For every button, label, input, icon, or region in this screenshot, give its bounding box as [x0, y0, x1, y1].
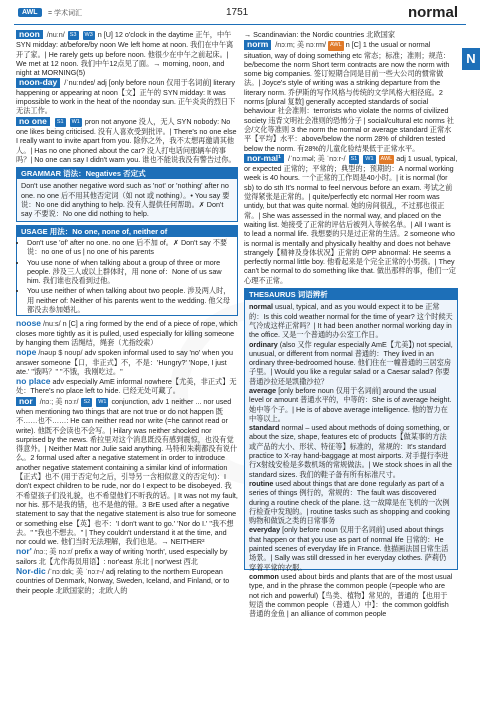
entry-noose [16, 319, 238, 347]
usage-item: • You use none of when talking about a group of three or more people. 涉及三人或以上群体时，用 none of：None of us saw him. 我们谁也没看到过他。 [27, 258, 237, 286]
pronunciation: /nɔː; 美 nɔːr/ [39, 396, 79, 406]
page-header [0, 4, 480, 26]
left-column [16, 30, 238, 596]
frequency-tag: W1 [363, 155, 375, 164]
entry-body: conjunction, adv 1 neither ... nor used when mentioning two things that are not true or do not happen 既不……也不……: He can neither read nor write (=he cannot read or write). 他既不会读也不会写。| Hilary was neither shocked nor surprised by the news. 希拉里对这个消息既没有感到震惊，也没有觉得意外。| Neither Matt nor Julie said anything. 马特和朱莉都没有说什么。2 formal used after a negative statement in order to introduce another negative statement containing a similar kind of information【正式】也不 (用于否定句之后，引导另一含相似意义的否定句)：I don't expect children to be rude, nor do I expect to be disobeyed. 我不希望孩子们没礼貌，也不希望他们不听我的话。| It was not my fault, nor his. 那不是我的错，也不是他的错。3 BrE used after a negative statement to say that the negative statement is also true for someone or something else【英】也不：'I don't want to go.' 'Nor do I.' "我不想去。" "我也不想去。" | They couldn't understand it at the time, and nor could we. 他们当时无法理解，我们也是。→ NEITHER² [16, 396, 238, 547]
thesaurus-word: everyday [249, 525, 281, 535]
thesaurus-word: normal [249, 302, 273, 312]
headword: nor' [16, 546, 32, 557]
thesaurus-entry [249, 340, 453, 386]
frequency-tag: S1 [349, 155, 360, 164]
pronunciation: /ˈnɔːdɪk; 美 ˈnɔːr-/ [47, 567, 104, 577]
usage-box [16, 225, 238, 317]
thesaurus-word: ordinary [249, 339, 278, 349]
usage-list [17, 238, 237, 314]
frequency-tag: W1 [70, 118, 82, 127]
grammar-box [16, 167, 238, 221]
thesaurus-text: normal – used about methods of doing something, or about the size, shape, features etc of products【做某事的方法或产品的大小、形状、特征等】标准的，常规的：It's standard practice to X-ray hand-baggage at most airports. 对手提行李进行X射线安检是多数机场的常规做法。| We stock shoes in all the standard sizes. 我们的鞋子备有所有标准尺寸。 [249, 423, 453, 479]
entry-norm [244, 40, 458, 153]
thesaurus-word: common [249, 571, 279, 581]
thesaurus-entry [249, 386, 453, 423]
headword: noon [16, 30, 43, 39]
awl-badge: AWL [18, 8, 42, 17]
entry-normal [244, 154, 458, 285]
thesaurus-entry [249, 302, 453, 339]
entry-no-one [16, 117, 238, 164]
pronunciation: /nəʊp $ noʊp/ [38, 348, 83, 358]
pronunciation: /nuːs/ [43, 319, 61, 329]
entry-nor [16, 397, 238, 547]
thesaurus-text: usual, typical, and as you would expect it to be 正常的：Is this cold weather normal for the time of year? 这个时候天气冷成这样正常吗？| It had been another normal working day in the office. 又是一个普通的办公室工作日。 [249, 302, 453, 340]
thesaurus-text: used about things that are done regularly as part of a series of things 例行的，常规的：The fault was discovered during a routine check of the plane. 这一故障是在飞机的一次例行检查中发现的。| routine tasks such as shopping and cooking 购物和做饭之类的日常事务 [249, 478, 450, 526]
thesaurus-text: [only before noun 仅用于名词前] used about things that happen or that you use as part of normal life 日常的：He painted scenes of everyday life in France. 他描画法国日常生活场景。| Sally was still dressed in her everyday clothes. 萨莉仍穿着平常的衣服。 [249, 525, 449, 572]
headword: no one [16, 117, 50, 126]
usage-box-title: USAGE 用法：No one, none of, neither of [17, 226, 237, 237]
header-rule [14, 24, 466, 25]
thesaurus-entry [249, 572, 453, 618]
thesaurus-entry [249, 525, 453, 571]
entry-nor-prefix [16, 547, 238, 566]
headword: norm [244, 40, 271, 49]
thesaurus-body [245, 300, 457, 620]
entry-body: adv spoken informal used to say 'no' when you answer someone【口，非正式】不，不是：'Hungry?' 'Nope, I just ate.' "饿吗？" "不饿，我刚吃过。" [16, 348, 234, 376]
guide-word: normal [407, 4, 458, 21]
entry-body: prefix a way of writing 'north', used especially by sailors 北【尤作海员用语】: nor'east 东北 | nor'west 西北 [16, 547, 228, 566]
frequency-tag: S2 [81, 398, 92, 407]
awl-label: = 学术词汇 [48, 10, 83, 17]
headword: Nor-dic [16, 566, 46, 577]
awl-tag: AWL [379, 155, 395, 164]
entry-no-place [16, 377, 238, 396]
pronunciation: /ˈnɔːməl; 美 ˈnɔːr-/ [288, 153, 346, 163]
pronunciation: /nɔː; 美 nɔːr/ [33, 547, 73, 557]
entry-nordic [16, 567, 238, 595]
letter-tab: N [462, 48, 480, 70]
thesaurus-title: THESAURUS 词语辨析 [245, 289, 457, 300]
entry-body: adv especially AmE informal nowhere【尤美，非正式】无处：There's no place left to hide. 已经无处可藏了。 [16, 377, 237, 396]
cross-reference: → Scandinavian: the Nordic countries 北欧国家 [244, 30, 396, 39]
frequency-tag: W1 [96, 398, 108, 407]
entry-body: adj 1 usual, typical, or expected 正常的；平常的；典型的；预期的：A normal working week is 40 hours. 一个正常的工作周是40小时。| it is normal (for sb) to do sth It's normal to feel nervous before an exam. 考试之前觉得紧张是正常的。| quite/perfectly etc normal Her room was untidy, but that was quite normal. 她的房间很乱，不过那也很正常。| She was assessed in the normal way, and placed on the waiting list. 她接受了正常的评估后被列入等候名单。| All I want is to lead a normal life. 我想要的只是过正常的生活。2 someone who is normal is mentally and physically healthy and does not behave strangely【精神及身体状况】正常的 OPP abnormal: He seems a perfectly normal little boy. 他看起来是个完全正常的小男孩。| They can't be normal to do something like that. 做出那样的事，他们一定心理不正常。 [244, 153, 458, 285]
thesaurus-text: (also 又作 regular especially AmE【尤美】) not special, unusual, or different from normal 普通的：They lived in an ordinary three-bedroomed house. 他们住在一幢普通的三居室房子里。| Would you like a regular salad or a Caesar salad? 你要普通沙拉还是凯撒沙拉？ [249, 339, 453, 386]
entry-noonday [16, 78, 238, 115]
right-column [244, 30, 458, 619]
awl-tag: AWL [328, 41, 344, 50]
headword: nope [16, 347, 37, 358]
entry-body: pron not anyone 没人，无人 SYN nobody: No one likes being criticised. 没有人喜欢受到批评。| There's no one else I really want to invite apart from you. 除你之外，我不太想再邀请其他人。| Has no one phoned about the car? 没人打电话问那辆车的事吗？| No one can say I didn't warn you. 谁也不能说我没有警告过你。 [16, 116, 237, 164]
headword: noose [16, 318, 42, 329]
thesaurus-box [244, 288, 458, 619]
frequency-tag: W3 [83, 31, 95, 40]
headword: noon-day [16, 78, 60, 87]
frequency-tag: S3 [68, 31, 79, 40]
thesaurus-text: used about birds and plants that are of the most usual type, and in the phrase the common people (=people who are not rich and powerful)【鸟类、植物】常见的，普通的【也用于短语 the common people（普通人）中】：the common goldfish 普通的金鱼 | an alliance of common people [249, 571, 453, 619]
headword: no place [16, 376, 51, 387]
entry-noon [16, 30, 238, 77]
usage-item: • You use neither of when talking about two people. 涉及两人时，用 neither of: Neither of his parents went to the wedding. 他父母都没去参加婚礼。 [27, 286, 237, 314]
frequency-tag: S1 [55, 118, 66, 127]
pronunciation: /nuːn/ [46, 30, 65, 39]
grammar-box-title: GRAMMAR 语法：Negatives 否定式 [17, 168, 237, 179]
entry-body: n [U] 12 o'clock in the daytime 正午，中午 SYN midday: at/before/by noon We left home at noon. 我们在中午离开了家。| He rarely gets up before noon. 他很少在中午之前起床。| We met at 12 noon. 我们中午12点见了面。→ morning, noon, and night at MORNING(5) [16, 30, 234, 78]
thesaurus-entry [249, 479, 453, 525]
entry-nope [16, 348, 238, 376]
thesaurus-word: standard [249, 423, 280, 433]
thesaurus-word: average [249, 385, 277, 395]
pronunciation: /nɔːm; 美 nɔːrm/ [275, 40, 326, 50]
usage-item: • Don't use 'of' after no one. no one 后不加 of。✗ Don't say 不要说：no one of us | no one of his parents [27, 238, 237, 257]
entry-body: /ˈnuːndeɪ/ adj [only before noun 仅用于名词前] literary happening or appearing at noon【文】正午的 SYN midday: It was impossible to work in the heat of the noonday sun. 正午炎炎的烈日下无法工作。 [16, 78, 236, 116]
entry-body: n [C] a ring formed by the end of a piece of rope, which closes more tightly as it is pulled, used especially for killing someone by hanging them 活绳结，绳套（尤指绞索） [16, 319, 238, 347]
thesaurus-entry [249, 423, 453, 479]
grammar-box-body: Don't use another negative word such as 'not' or 'nothing' after no one. no one 后不用其他否定词（如 not 或 nothing）。• You say 要说：No one did anything to help. 没有人提供任何帮助。✗ Don't say 不要说：No one did nothing to help. [21, 181, 230, 219]
page-number: 1751 [226, 7, 249, 18]
entry-body: adj relating to the northern European countries of Denmark, Norway, Sweden, Iceland, and Finland, or to their people 北欧国家的；北欧人的 [16, 567, 230, 595]
thesaurus-text: [only before noun 仅用于名词前] around the usual level or amount 普通水平的，中等的：She is of average height. 她中等个子。| He is of above average intelligence. 他的智力在中等以上。 [249, 385, 452, 423]
headword: nor [16, 397, 36, 406]
headword: nor-mal¹ [244, 154, 284, 163]
thesaurus-word: routine [249, 478, 274, 488]
entry-body: n [C] 1 the usual or normal situation, way of doing something etc 常态；标准；准则；规范：be/become the norm Short term contracts are now the norm with some big companies. 签订短期合同是目前一些大公司的惯常做法。| Joyce's style of writing was a striking departure from the literary norm. 乔伊斯的写作风格与传统的文学风格大相径庭。2 norms [plural 复数] generally accepted standards of social behaviour 社会准则：terrorists who violate the norms of civilized society 违背文明社会准则的恐怖分子 | social/cultural etc norms 社会/文化等准则 3 the norm the normal or average standard 正常水平【平均】水平：above/below the norm 28% of children tested below the norm. 有28%的儿童化验结果低于正常水平。 [244, 40, 454, 153]
